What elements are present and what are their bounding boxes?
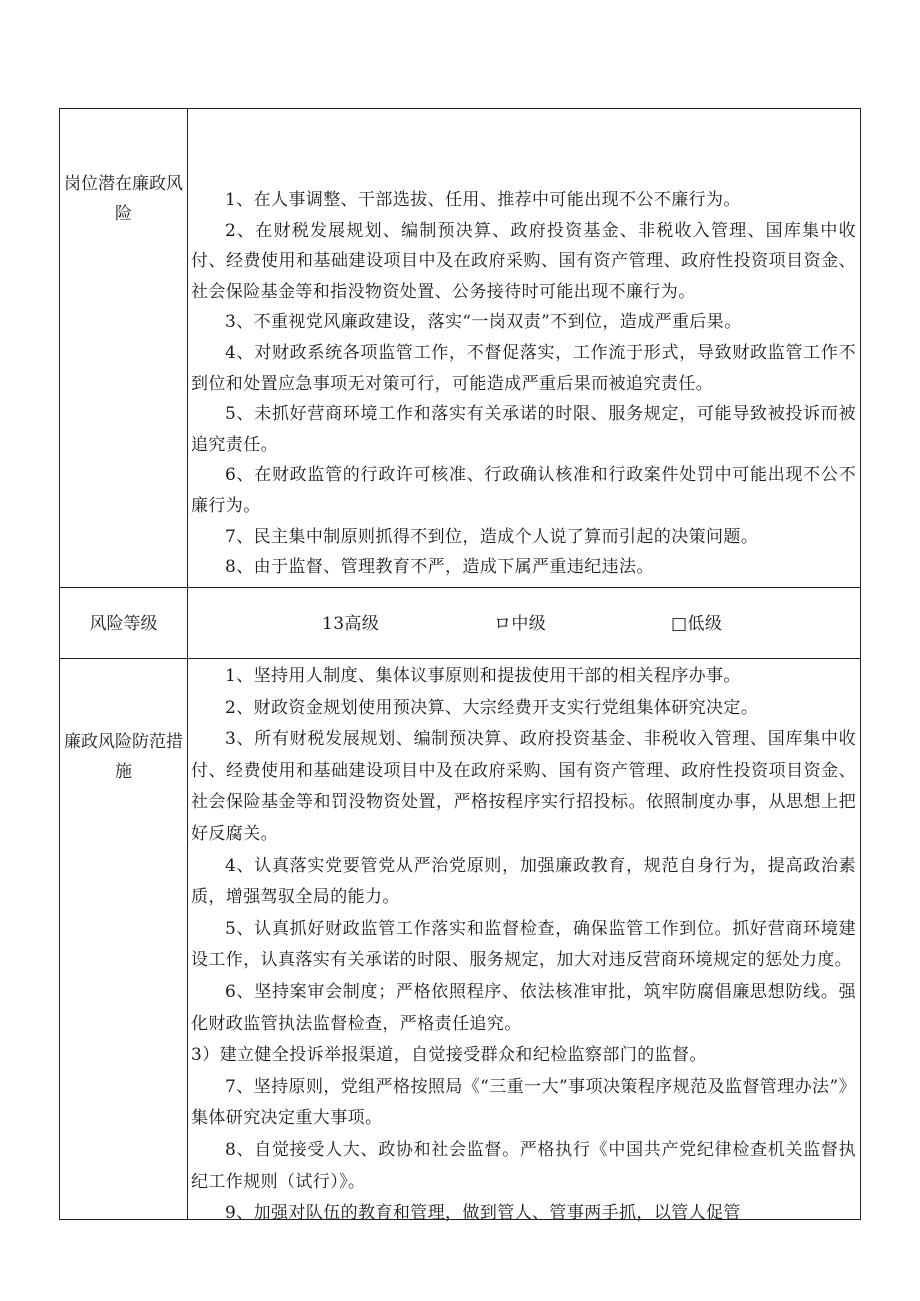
measure-item: 5、认真抓好财政监管工作落实和监督检查，确保监管工作到位。抓好营商环境建设工作，认真落实有关承诺的时限、服务规定，加大对违反营商环境规定的惩处力度。 bbox=[191, 918, 856, 971]
level-label-cell bbox=[60, 588, 188, 658]
risk-label-cell bbox=[60, 109, 188, 587]
level-high-option: 13高级 bbox=[322, 614, 380, 634]
risk-label: 岗位潜在廉政风险 bbox=[64, 174, 183, 224]
risk-item: 8、由于监督、管理教育不严，造成下属严重违纪违法。 bbox=[225, 557, 654, 578]
risk-item: 5、未抓好营商环境工作和落实有关承诺的时限、服务规定，可能导致被投诉而被追究责任。 bbox=[191, 404, 856, 455]
risk-items bbox=[191, 185, 856, 583]
measures-label-cell bbox=[60, 659, 188, 1219]
measure-item: 7、坚持原则，党组严格按照局《“三重一大”事项决策程序规范及监督管理办法”》集体研究决定重大事项。 bbox=[191, 1076, 856, 1129]
measures-content-cell bbox=[188, 659, 860, 1224]
risk-item: 4、对财政系统各项监管工作，不督促落实，工作流于形式，导致财政监管工作不到位和处置应急事项无对策可行，可能造成严重后果而被追究责任。 bbox=[191, 342, 856, 394]
level-label: 风险等级 bbox=[89, 614, 158, 634]
risk-item: 2、在财税发展规划、编制预决算、政府投资基金、非税收入管理、国库集中收付、经费使用和基础建设项目中及在政府采购、国有资产管理、政府性投资项目资金、社会保险基金等和指没物资处置、公务接待时可能出现不廉行为。 bbox=[191, 220, 856, 302]
measure-item: 8、自觉接受人大、政协和社会监督。严格执行《中国共产党纪律检查机关监督执纪工作规则（试行）》。 bbox=[191, 1139, 856, 1192]
risk-item: 1、在人事调整、干部选拔、任用、推荐中可能出现不公不廉行为。 bbox=[225, 190, 741, 210]
measure-item: 3）建立健全投诉举报渠道，自觉接受群众和纪检监察部门的监督。 bbox=[191, 1045, 707, 1066]
measure-item: 4、认真落实党要管党从严治党原则，加强廉政教育，规范自身行为，提高政治素质，增强驾驭全局的能力。 bbox=[191, 855, 856, 908]
risk-item: 6、在财政监管的行政许可核准、行政确认核准和行政案件处罚中可能出现不公不廉行为。 bbox=[191, 465, 856, 516]
measure-item: 1、坚持用人制度、集体议事原则和提拔使用干部的相关程序办事。 bbox=[225, 666, 741, 686]
measure-item: 3、所有财税发展规划、编制预决算、政府投资基金、非税收入管理、国库集中收付、经费使用和基础建设项目中及在政府采购、国有资产管理、政府性投资项目资金、社会保险基金等和罚没物资处置，严格按程序实行招投标。依照制度办事，从思想上把好反腐关。 bbox=[191, 729, 856, 844]
risk-item: 7、民主集中制原则抓得不到位，造成个人说了算而引起的决策问题。 bbox=[225, 526, 759, 547]
measures-items bbox=[191, 661, 856, 1230]
measure-item: 6、坚持案审会制度；严格依照程序、依法核准审批，筑牢防腐倡廉思想防线。强化财政监管执法监督检查，严格责任追究。 bbox=[191, 981, 856, 1034]
level-low-option: □低级 bbox=[671, 614, 723, 634]
measures-row bbox=[60, 658, 860, 1224]
level-content-cell bbox=[188, 588, 860, 658]
risk-row bbox=[60, 109, 860, 587]
level-row bbox=[60, 587, 860, 658]
measures-label: 廉政风险防范措施 bbox=[64, 732, 183, 782]
risk-table bbox=[59, 108, 861, 1224]
measure-item: 9、加强对队伍的教育和管理，做到管人、管事两手抓，以管人促管 bbox=[225, 1203, 741, 1224]
measure-item: 2、财政资金规划使用预决算、大宗经费开支实行党组集体研究决定。 bbox=[225, 697, 759, 718]
risk-content-cell bbox=[188, 109, 860, 587]
level-mid-option: ロ中级 bbox=[494, 614, 547, 634]
risk-item: 3、不重视党风廉政建设，落实“一岗双责”不到位，造成严重后果。 bbox=[225, 312, 742, 333]
